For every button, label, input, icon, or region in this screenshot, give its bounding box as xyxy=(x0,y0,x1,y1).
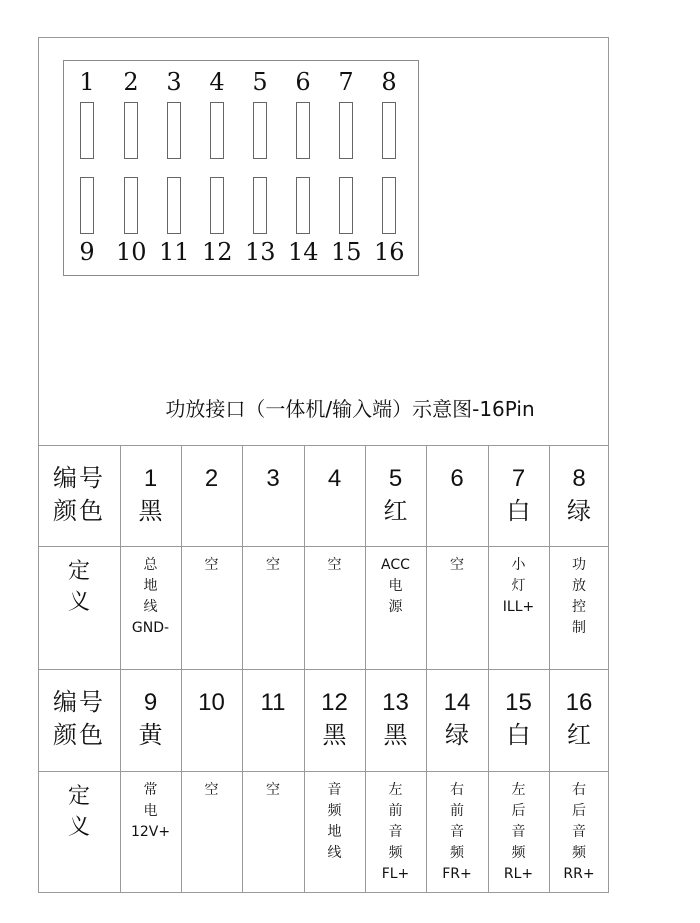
header-label-line: 编号 xyxy=(53,464,105,492)
pin-number: 12 xyxy=(321,689,348,716)
table-row-divider xyxy=(38,445,609,446)
pin-definition-line: 电 xyxy=(143,803,158,819)
pin-slot xyxy=(124,102,138,159)
wire-color: 黄 xyxy=(138,721,163,749)
pin-header-cell xyxy=(242,686,304,719)
pin-header-cell xyxy=(426,686,488,752)
pin-header-cell xyxy=(488,462,549,528)
header-label-line: 颜色 xyxy=(53,721,105,749)
pin-number: 9 xyxy=(79,238,95,266)
pin-slot xyxy=(80,177,94,234)
pin-definition-table xyxy=(38,445,609,893)
pin-definition-line: RL+ xyxy=(503,866,534,882)
pin-definition-line: 空 xyxy=(266,557,280,573)
pin-number: 11 xyxy=(159,238,190,266)
pin-header-cell xyxy=(365,462,426,528)
pin-definition-cell xyxy=(120,555,181,639)
pin-definition-line: 12V+ xyxy=(130,824,171,840)
pin-definition-cell xyxy=(242,555,304,576)
pin-definition-cell xyxy=(242,780,304,801)
pin-number: 5 xyxy=(252,68,268,96)
pin-definition-line: FR+ xyxy=(442,866,472,882)
wire-color: 红 xyxy=(383,497,408,525)
definition-label-line: 定 xyxy=(67,784,90,809)
table-column-divider xyxy=(181,445,182,893)
pin-definition-line: 前 xyxy=(450,803,464,819)
row-header-label xyxy=(38,462,120,528)
table-row-divider xyxy=(38,771,609,772)
pin-number: 8 xyxy=(381,68,397,96)
pin-definition-line: 功 xyxy=(572,557,586,573)
pin-header-cell xyxy=(120,686,181,752)
pin-number: 8 xyxy=(572,465,586,492)
pin-definition-line: 音 xyxy=(572,824,586,840)
pin-definition-line: ILL+ xyxy=(502,599,535,615)
pin-header-cell xyxy=(120,462,181,528)
pin-definition-line: 源 xyxy=(388,599,403,615)
pin-header-cell xyxy=(549,686,609,752)
pin-definition-cell xyxy=(426,555,488,576)
pin-slot xyxy=(296,177,310,234)
pin-definition-line: 控 xyxy=(572,599,586,615)
pin-definition-line: 空 xyxy=(450,557,464,573)
pin-number: 3 xyxy=(166,68,182,96)
pin-header-cell xyxy=(426,462,488,495)
pin-definition-cell xyxy=(549,555,609,639)
definition-label-line: 义 xyxy=(67,590,90,615)
pin-definition-line: 放 xyxy=(572,578,586,594)
pin-number: 3 xyxy=(266,465,280,492)
pin-definition-line: 音 xyxy=(327,782,342,798)
pin-definition-line: 电 xyxy=(388,578,403,594)
wire-color: 黑 xyxy=(383,721,408,749)
pin-number: 2 xyxy=(204,465,219,492)
wire-color: 黑 xyxy=(322,721,347,749)
pin-number: 5 xyxy=(388,465,403,492)
pin-number: 6 xyxy=(295,68,311,96)
pin-slot xyxy=(210,177,224,234)
pin-definition-line: GND- xyxy=(131,620,170,636)
definition-label-line: 定 xyxy=(67,559,90,584)
pin-definition-line: 音 xyxy=(450,824,464,840)
pin-definition-line: 音 xyxy=(388,824,403,840)
diagram-title: 功放接口（一体机/输入端）示意图-16Pin xyxy=(165,397,535,421)
pin-slot xyxy=(124,177,138,234)
pin-definition-cell xyxy=(304,780,365,864)
pin-number: 7 xyxy=(338,68,354,96)
pin-definition-line: 灯 xyxy=(511,578,526,594)
pin-slot xyxy=(253,102,267,159)
pin-definition-line: 左 xyxy=(511,782,526,798)
pin-number: 13 xyxy=(382,689,409,716)
pin-definition-line: RR+ xyxy=(563,866,595,882)
pin-header-cell xyxy=(549,462,609,528)
pin-definition-line: 音 xyxy=(511,824,526,840)
header-label-line: 颜色 xyxy=(53,497,105,525)
pin-slot xyxy=(296,102,310,159)
pin-slot xyxy=(253,177,267,234)
pin-definition-line: FL+ xyxy=(381,866,410,882)
pin-slot xyxy=(167,102,181,159)
pin-header-cell xyxy=(242,462,304,495)
pin-header-cell xyxy=(365,686,426,752)
pin-header-cell xyxy=(304,686,365,752)
pin-slot xyxy=(210,102,224,159)
pin-definition-line: ACC xyxy=(381,557,410,573)
pin-definition-line: 地 xyxy=(143,578,158,594)
pin-definition-line: 前 xyxy=(388,803,403,819)
pin-number: 4 xyxy=(209,68,225,96)
pin-definition-line: 后 xyxy=(511,803,526,819)
wire-color: 红 xyxy=(567,721,591,749)
row-definition-label xyxy=(38,781,120,843)
pin-slot xyxy=(339,102,353,159)
pin-header-cell xyxy=(304,462,365,495)
pin-number: 15 xyxy=(331,238,362,266)
pin-number: 14 xyxy=(288,238,319,266)
pin-definition-line: 空 xyxy=(266,782,280,798)
pin-definition-cell xyxy=(181,555,242,576)
wire-color: 黑 xyxy=(138,497,163,525)
pin-definition-cell xyxy=(488,555,549,618)
pin-definition-line: 后 xyxy=(572,803,586,819)
pin-definition-line: 频 xyxy=(450,845,464,861)
pin-definition-line: 右 xyxy=(450,782,464,798)
pin-slot xyxy=(382,102,396,159)
pin-number: 12 xyxy=(202,238,233,266)
pin-definition-cell xyxy=(120,780,181,843)
pin-number: 15 xyxy=(505,689,532,716)
pin-slot xyxy=(382,177,396,234)
pin-definition-cell xyxy=(365,780,426,885)
definition-label-line: 义 xyxy=(67,815,90,840)
wire-color: 绿 xyxy=(445,721,469,749)
pin-definition-line: 右 xyxy=(572,782,586,798)
pin-number: 7 xyxy=(511,465,526,492)
pin-number: 2 xyxy=(123,68,139,96)
pin-definition-line: 左 xyxy=(388,782,403,798)
pin-definition-cell xyxy=(304,555,365,576)
pin-number: 14 xyxy=(443,689,471,716)
pin-number: 4 xyxy=(327,465,342,492)
row-header-label xyxy=(38,686,120,752)
connector-diagram xyxy=(63,60,419,276)
pin-number: 16 xyxy=(565,689,593,716)
pin-definition-line: 常 xyxy=(143,782,158,798)
pin-definition-line: 频 xyxy=(511,845,526,861)
pin-number: 10 xyxy=(116,238,147,266)
pin-header-cell xyxy=(181,462,242,495)
pin-slot xyxy=(339,177,353,234)
pin-definition-line: 地 xyxy=(327,824,342,840)
pin-header-cell xyxy=(488,686,549,752)
pin-header-cell xyxy=(181,686,242,719)
pin-definition-line: 总 xyxy=(143,557,158,573)
pin-number: 1 xyxy=(79,68,95,96)
pin-number: 11 xyxy=(260,689,286,716)
table-row-divider xyxy=(38,546,609,547)
pin-definition-cell xyxy=(488,780,549,885)
pin-number: 10 xyxy=(198,689,225,716)
pin-number: 1 xyxy=(143,465,158,492)
pin-number: 16 xyxy=(374,238,405,266)
pin-definition-line: 空 xyxy=(327,557,342,573)
pin-definition-line: 制 xyxy=(572,620,586,636)
wire-color: 白 xyxy=(506,497,531,525)
pin-slot xyxy=(167,177,181,234)
pin-definition-line: 频 xyxy=(572,845,586,861)
pin-definition-line: 频 xyxy=(327,803,342,819)
table-column-divider xyxy=(242,445,243,893)
pin-definition-line: 小 xyxy=(511,557,526,573)
pin-definition-cell xyxy=(426,780,488,885)
pin-definition-line: 线 xyxy=(327,845,342,861)
pin-number: 13 xyxy=(245,238,276,266)
pin-definition-line: 频 xyxy=(388,845,403,861)
pin-definition-cell xyxy=(181,780,242,801)
pin-number: 9 xyxy=(143,689,158,716)
pin-definition-line: 线 xyxy=(143,599,158,615)
row-definition-label xyxy=(38,556,120,618)
pin-definition-cell xyxy=(549,780,609,885)
pin-definition-cell xyxy=(365,555,426,618)
pin-definition-line: 空 xyxy=(204,557,219,573)
table-row-divider xyxy=(38,669,609,670)
header-label-line: 编号 xyxy=(53,688,105,716)
pin-definition-line: 空 xyxy=(204,782,219,798)
pin-number: 6 xyxy=(450,465,464,492)
wire-color: 白 xyxy=(506,721,531,749)
table-row-divider xyxy=(38,892,609,893)
wire-color: 绿 xyxy=(567,497,591,525)
pin-slot xyxy=(80,102,94,159)
